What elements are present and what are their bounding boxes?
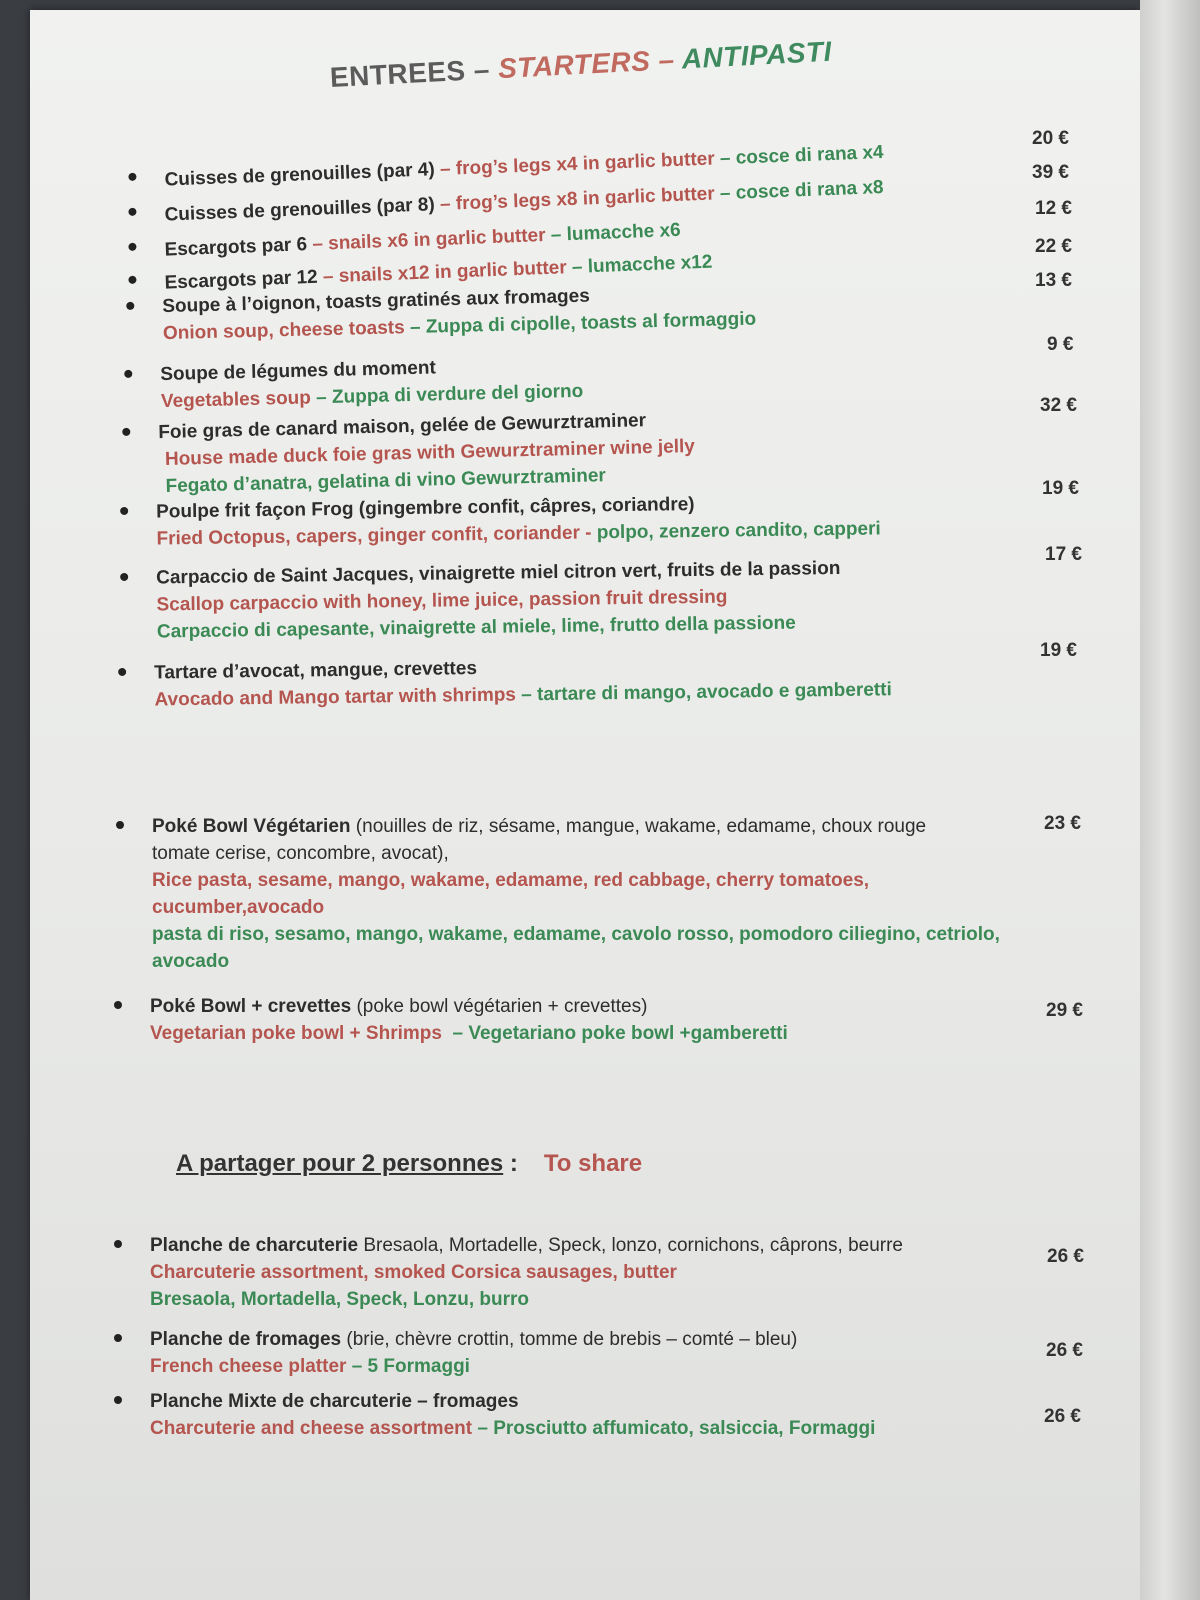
price: 19 € [1042, 478, 1079, 499]
bullet [118, 668, 126, 676]
menu-item-fried-octopus: Poulpe frit façon Frog (gingembre confit, câpres, coriandre) Fried Octopus, capers, ginger confit, coriander - polpo, zenzero candito, capperi [120, 488, 881, 553]
menu-item-vegetable-soup: Soupe de légumes du moment Vegetables soup – Zuppa di verdure del giorno [124, 351, 584, 416]
price: 39 € [1032, 162, 1069, 183]
bullet [114, 1240, 122, 1248]
bullet [122, 428, 130, 436]
menu-item-scallop-carpaccio: Carpaccio de Saint Jacques, vinaigrette miel citron vert, fruits de la passion Scallop carpaccio with honey, lime juice, passion fruit dressing Carpaccio di capesante, vinaigrette al miele, lime, frutto della passione [120, 555, 841, 646]
bullet [114, 1334, 122, 1342]
price: 32 € [1040, 395, 1077, 416]
menu-item-onion-soup: Soupe à l’oignon, toasts gratinés aux fromages Onion soup, cheese toasts – Zuppa di cipolle, toasts al formaggio [126, 279, 756, 348]
menu-item-mixed-board: Planche Mixte de charcuterie – fromages Charcuterie and cheese assortment – Prosciutto affumicato, salsiccia, Formaggi [114, 1388, 875, 1442]
menu-item-avocado-tartare: Tartare d’avocat, mangue, crevettes Avocado and Mango tartar with shrimps – tartare di mango, avocado e gamberetti [118, 649, 892, 714]
menu-page [30, 10, 1140, 1600]
bullet [120, 507, 128, 515]
bullet [128, 208, 136, 216]
menu-item-escargots-6: Escargots par 6 – snails x6 in garlic butter – lumacche x6 [128, 214, 681, 268]
menu-item-cheese-board: Planche de fromages (brie, chèvre crottin, tomme de brebis – comté – bleu) French cheese platter – 5 Formaggi [114, 1326, 797, 1380]
bullet [114, 1396, 122, 1404]
bullet [120, 573, 128, 581]
price: 20 € [1032, 128, 1069, 149]
bullet [128, 276, 136, 284]
menu-item-escargots-12: Escargots par 12 – snails x12 in garlic butter – lumacche x12 [128, 246, 713, 301]
menu-item-poke-vegetarian: Poké Bowl Végétarien (nouilles de riz, sésame, mangue, wakame, edamame, choux rouge tomate cerise, concombre, avocat), Rice pasta, sesame, mango, wakame, edamame, red cabbage, cherry tomatoes, cucumber,avocado pasta di riso, sesamo, mango, wakame, edamame, cavolo rosso, pomodoro ciliegino, cetriolo, avocado [116, 813, 1000, 975]
page-title: ENTREES – STARTERS – ANTIPASTI [329, 35, 833, 93]
bullet [128, 243, 136, 251]
price: 26 € [1047, 1246, 1084, 1267]
bullet [124, 370, 132, 378]
price: 22 € [1035, 236, 1072, 257]
menu-item-frog-legs-8: Cuisses de grenouilles (par 8) – frog’s legs x8 in garlic butter – cosce di rana x8 [128, 171, 884, 233]
price: 23 € [1044, 813, 1081, 834]
bullet [126, 302, 134, 310]
price: 9 € [1047, 334, 1074, 355]
bullet [114, 1001, 122, 1009]
price: 13 € [1035, 270, 1072, 291]
bullet [128, 173, 136, 181]
price: 12 € [1035, 198, 1072, 219]
price: 17 € [1045, 544, 1082, 565]
price: 26 € [1044, 1406, 1081, 1427]
share-section-title: A partager pour 2 personnes : To share [176, 1150, 643, 1177]
price: 29 € [1046, 1000, 1083, 1021]
menu-item-frog-legs-4: Cuisses de grenouilles (par 4) – frog’s legs x4 in garlic butter – cosce di rana x4 [128, 136, 884, 198]
price: 19 € [1040, 640, 1077, 661]
menu-item-foie-gras: Foie gras de canard maison, gelée de Gewurztraminer House made duck foie gras with Gewurztraminer wine jelly Fegato d’anatra, gelatina di vino Gewurztraminer [122, 406, 696, 501]
price: 26 € [1046, 1340, 1083, 1361]
bullet [116, 821, 124, 829]
menu-item-poke-shrimps: Poké Bowl + crevettes (poke bowl végétarien + crevettes) Vegetarian poke bowl + Shrimps – Vegetariano poke bowl +gamberetti [114, 993, 788, 1047]
next-page-edge [1140, 0, 1200, 1600]
menu-item-charcuterie-board: Planche de charcuterie Bresaola, Mortadelle, Speck, lonzo, cornichons, câprons, beurre Charcuterie assortment, smoked Corsica sausages, butter Bresaola, Mortadella, Speck, Lonzu, burro [114, 1232, 903, 1313]
